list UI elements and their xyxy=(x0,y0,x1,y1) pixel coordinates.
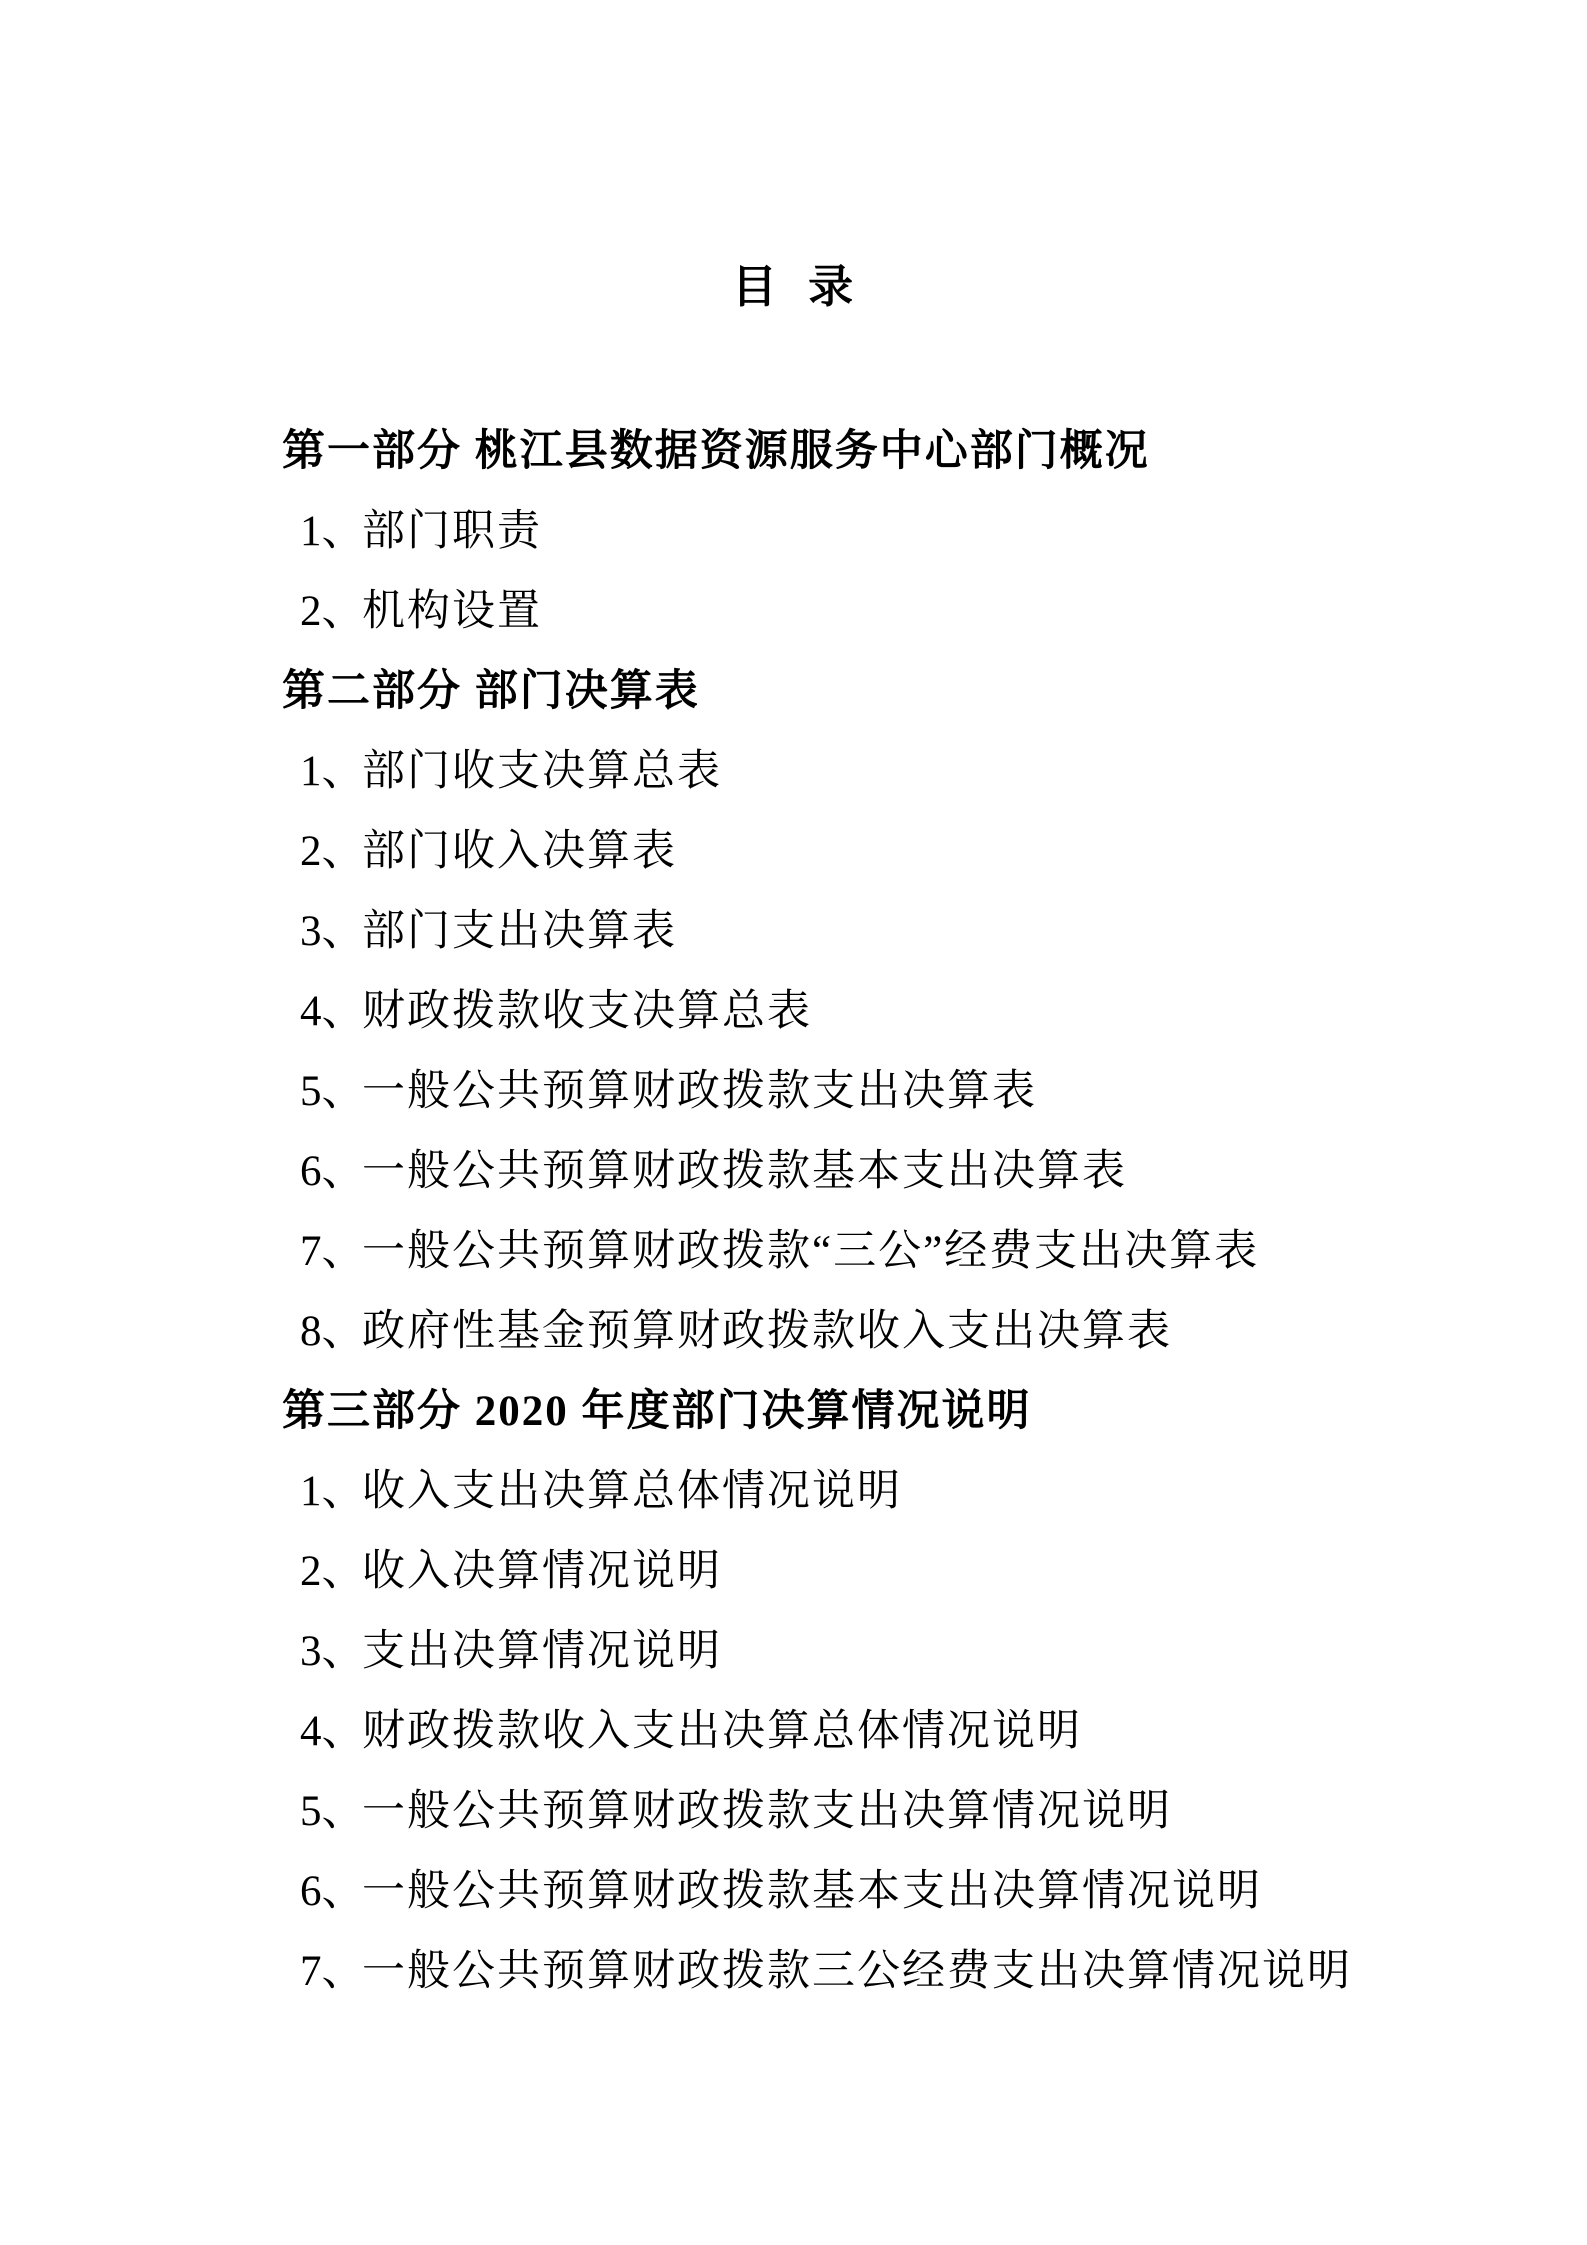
item-number: 1、 xyxy=(300,508,365,555)
item-number: 2、 xyxy=(300,588,365,635)
section-part-3 xyxy=(0,1372,1587,2012)
toc-item xyxy=(300,1532,1587,1612)
item-text: 财政拨款收支决算总表 xyxy=(362,988,812,1035)
item-number: 6、 xyxy=(300,1868,365,1915)
toc-item xyxy=(300,812,1587,892)
toc-item xyxy=(300,1612,1587,1692)
item-text: 收入支出决算总体情况说明 xyxy=(362,1468,902,1515)
toc-item xyxy=(300,1692,1587,1772)
item-number: 1、 xyxy=(300,1468,365,1515)
toc-item xyxy=(300,1772,1587,1852)
toc-item xyxy=(300,1212,1587,1292)
toc-item xyxy=(300,1852,1587,1932)
table-of-contents xyxy=(0,412,1587,2012)
section-heading: 第一部分 桃江县数据资源服务中心部门概况 xyxy=(282,428,1150,475)
item-text: 财政拨款收入支出决算总体情况说明 xyxy=(362,1708,1082,1755)
section-heading: 第三部分 2020 年度部门决算情况说明 xyxy=(282,1388,1032,1435)
item-text: 部门收支决算总表 xyxy=(362,748,722,795)
item-text: 一般公共预算财政拨款支出决算表 xyxy=(362,1068,1037,1115)
item-text: 支出决算情况说明 xyxy=(362,1628,722,1675)
item-number: 3、 xyxy=(300,908,365,955)
toc-item xyxy=(300,492,1587,572)
page-title: 目 录 xyxy=(731,262,856,312)
item-number: 2、 xyxy=(300,828,365,875)
toc-item xyxy=(300,892,1587,972)
item-number: 5、 xyxy=(300,1788,365,1835)
item-text: 收入决算情况说明 xyxy=(362,1548,722,1595)
item-text: 一般公共预算财政拨款“三公”经费支出决算表 xyxy=(362,1228,1260,1275)
toc-item xyxy=(300,1932,1587,2012)
item-number: 8、 xyxy=(300,1308,365,1355)
item-text: 部门收入决算表 xyxy=(362,828,677,875)
item-number: 7、 xyxy=(300,1948,365,1995)
item-number: 5、 xyxy=(300,1068,365,1115)
item-text: 政府性基金预算财政拨款收入支出决算表 xyxy=(362,1308,1172,1355)
item-text: 一般公共预算财政拨款支出决算情况说明 xyxy=(362,1788,1172,1835)
section-part-2 xyxy=(0,652,1587,1372)
item-text: 一般公共预算财政拨款基本支出决算情况说明 xyxy=(362,1868,1262,1915)
item-number: 4、 xyxy=(300,1708,365,1755)
item-text: 一般公共预算财政拨款基本支出决算表 xyxy=(362,1148,1127,1195)
section-heading: 第二部分 部门决算表 xyxy=(282,668,700,715)
item-text: 部门职责 xyxy=(362,508,542,555)
toc-item xyxy=(300,1292,1587,1372)
toc-item xyxy=(300,1052,1587,1132)
toc-item xyxy=(300,972,1587,1052)
item-number: 1、 xyxy=(300,748,365,795)
item-text: 部门支出决算表 xyxy=(362,908,677,955)
item-number: 3、 xyxy=(300,1628,365,1675)
item-number: 6、 xyxy=(300,1148,365,1195)
toc-item xyxy=(300,1452,1587,1532)
section-part-1 xyxy=(0,412,1587,652)
toc-item xyxy=(300,1132,1587,1212)
toc-item xyxy=(300,572,1587,652)
toc-item xyxy=(300,732,1587,812)
item-number: 4、 xyxy=(300,988,365,1035)
item-number: 7、 xyxy=(300,1228,365,1275)
item-text: 机构设置 xyxy=(362,588,542,635)
item-number: 2、 xyxy=(300,1548,365,1595)
item-text: 一般公共预算财政拨款三公经费支出决算情况说明 xyxy=(362,1948,1352,1995)
